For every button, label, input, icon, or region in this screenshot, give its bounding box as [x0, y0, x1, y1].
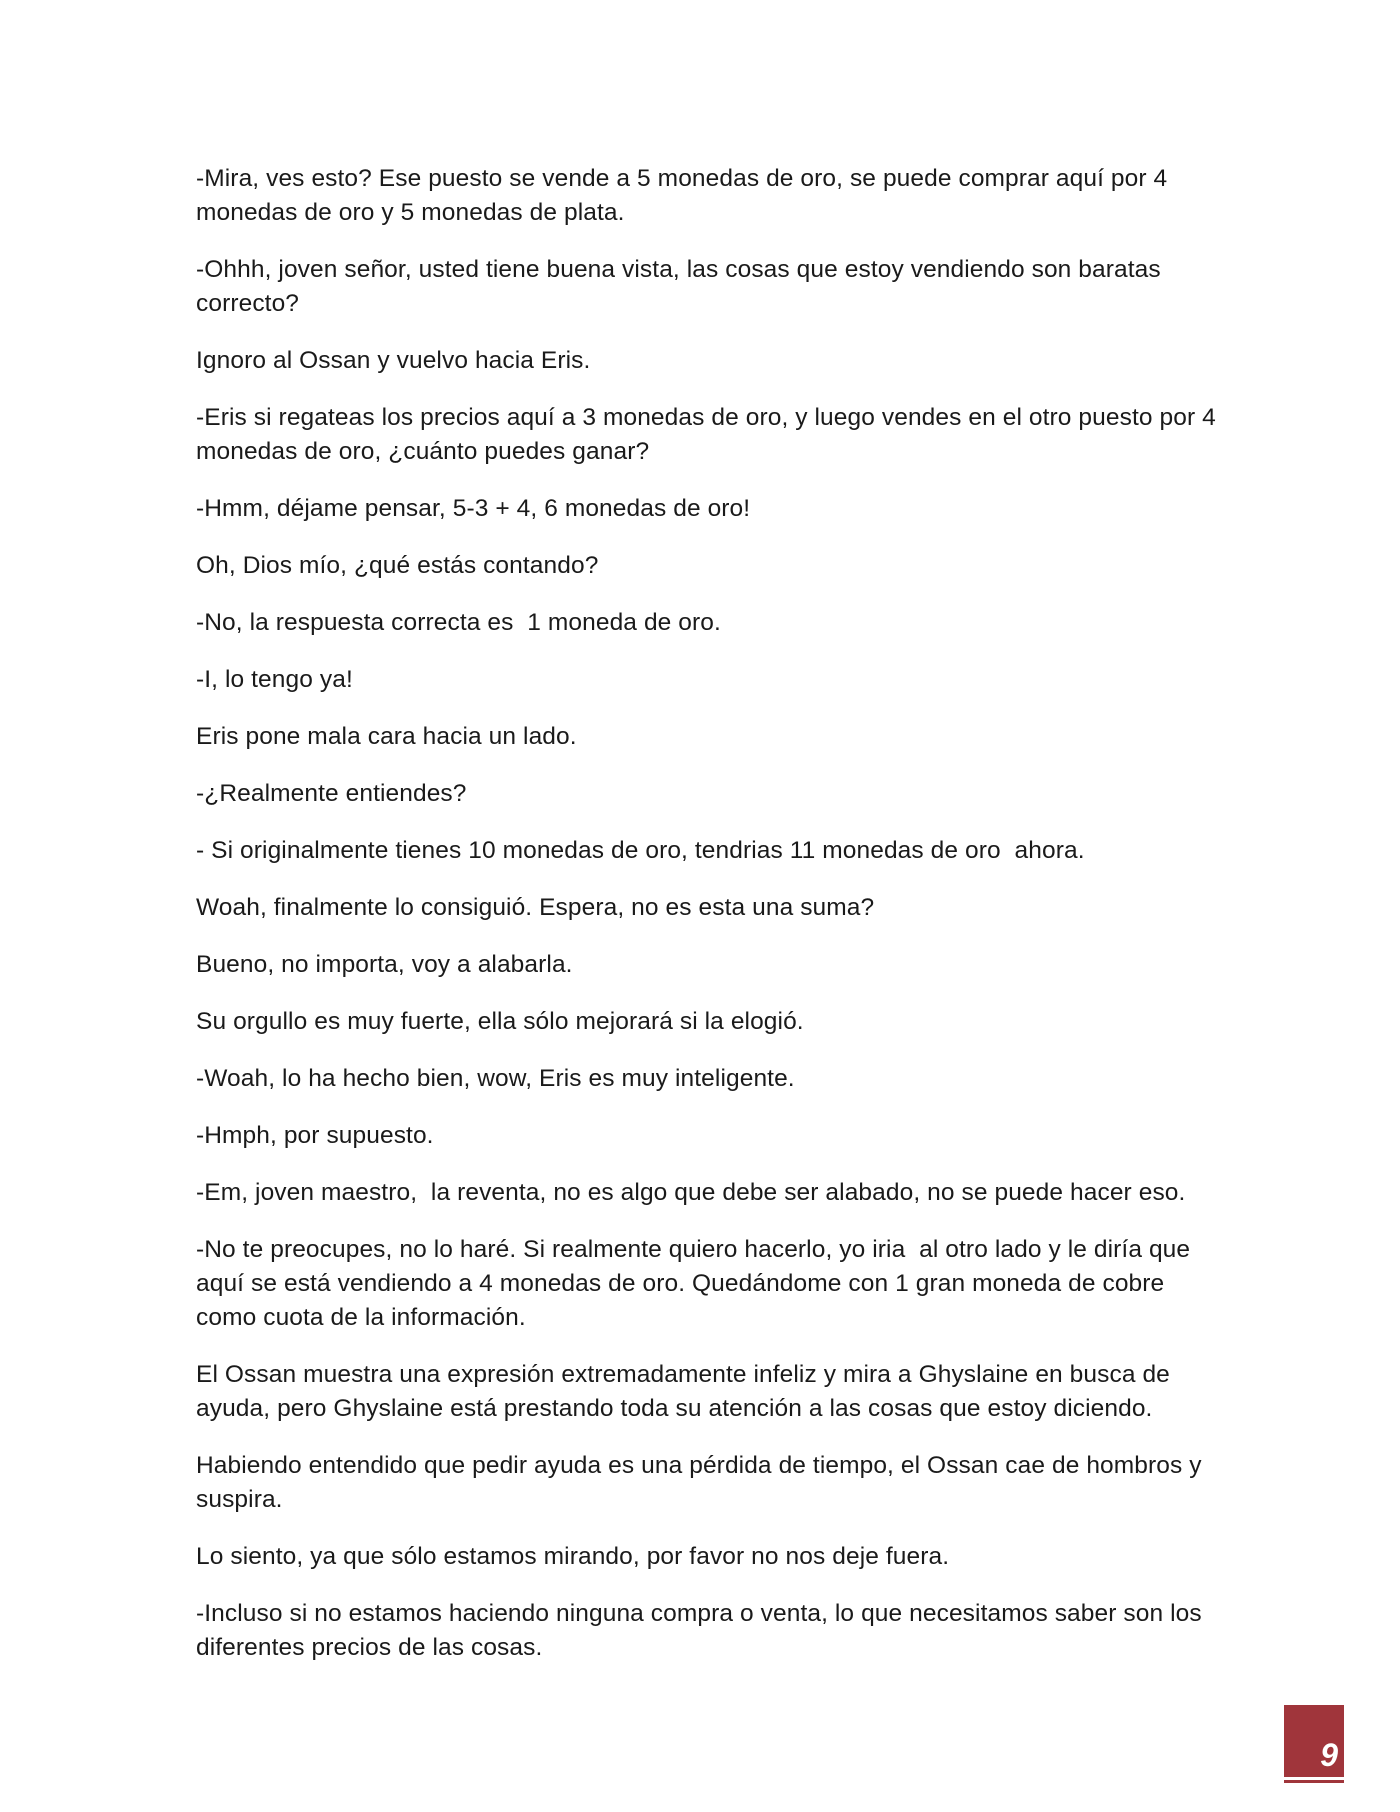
- paragraph: Oh, Dios mío, ¿qué estás contando?: [196, 552, 599, 579]
- paragraph: -Mira, ves esto? Ese puesto se vende a 5 monedas de oro, se puede comprar aquí por 4 monedas de oro y 5 monedas de plata.: [196, 165, 1175, 226]
- paragraph: -Woah, lo ha hecho bien, wow, Eris es muy inteligente.: [196, 1065, 795, 1092]
- paragraph: -No, la respuesta correcta es 1 moneda de oro.: [196, 609, 721, 636]
- paragraph: -No te preocupes, no lo haré. Si realmente quiero hacerlo, yo iria al otro lado y le diría que aquí se está vendiendo a 4 monedas de oro. Quedándome con 1 gran moneda de cobre como cuota de la información.: [196, 1236, 1198, 1331]
- paragraph: Su orgullo es muy fuerte, ella sólo mejorará si la elogió.: [196, 1008, 804, 1035]
- paragraph: Woah, finalmente lo consiguió. Espera, no es esta una suma?: [196, 894, 875, 921]
- paragraph: -Hmm, déjame pensar, 5-3 + 4, 6 monedas de oro!: [196, 495, 751, 522]
- paragraph: - Si originalmente tienes 10 monedas de oro, tendrias 11 monedas de oro ahora.: [196, 837, 1085, 864]
- paragraph: -¿Realmente entiendes?: [196, 780, 467, 807]
- paragraph: -Hmph, por supuesto.: [196, 1122, 434, 1149]
- paragraph: Habiendo entendido que pedir ayuda es una pérdida de tiempo, el Ossan cae de hombros y suspira.: [196, 1452, 1209, 1513]
- paragraph: -Em, joven maestro, la reventa, no es algo que debe ser alabado, no se puede hacer eso.: [196, 1179, 1186, 1206]
- paragraph: -I, lo tengo ya!: [196, 666, 353, 693]
- paragraph: Bueno, no importa, voy a alabarla.: [196, 951, 573, 978]
- paragraph: Eris pone mala cara hacia un lado.: [196, 723, 577, 750]
- paragraph: -Incluso si no estamos haciendo ninguna compra o venta, lo que necesitamos saber son los diferentes precios de las cosas.: [196, 1600, 1209, 1661]
- page-number-badge: [1284, 1705, 1344, 1777]
- paragraph: Ignoro al Ossan y vuelvo hacia Eris.: [196, 347, 591, 374]
- text-body: [196, 162, 1223, 1688]
- paragraph: -Ohhh, joven señor, usted tiene buena vista, las cosas que estoy vendiendo son baratas correcto?: [196, 256, 1168, 317]
- paragraph: Lo siento, ya que sólo estamos mirando, por favor no nos deje fuera.: [196, 1543, 950, 1570]
- paragraph: El Ossan muestra una expresión extremadamente infeliz y mira a Ghyslaine en busca de ayuda, pero Ghyslaine está prestando toda su atención a las cosas que estoy diciendo.: [196, 1361, 1177, 1422]
- page-number-underline: [1284, 1780, 1344, 1783]
- page-number: 9: [1320, 1737, 1338, 1773]
- paragraph: -Eris si regateas los precios aquí a 3 monedas de oro, y luego vendes en el otro puesto por 4 monedas de oro, ¿cuánto puedes ganar?: [196, 404, 1223, 465]
